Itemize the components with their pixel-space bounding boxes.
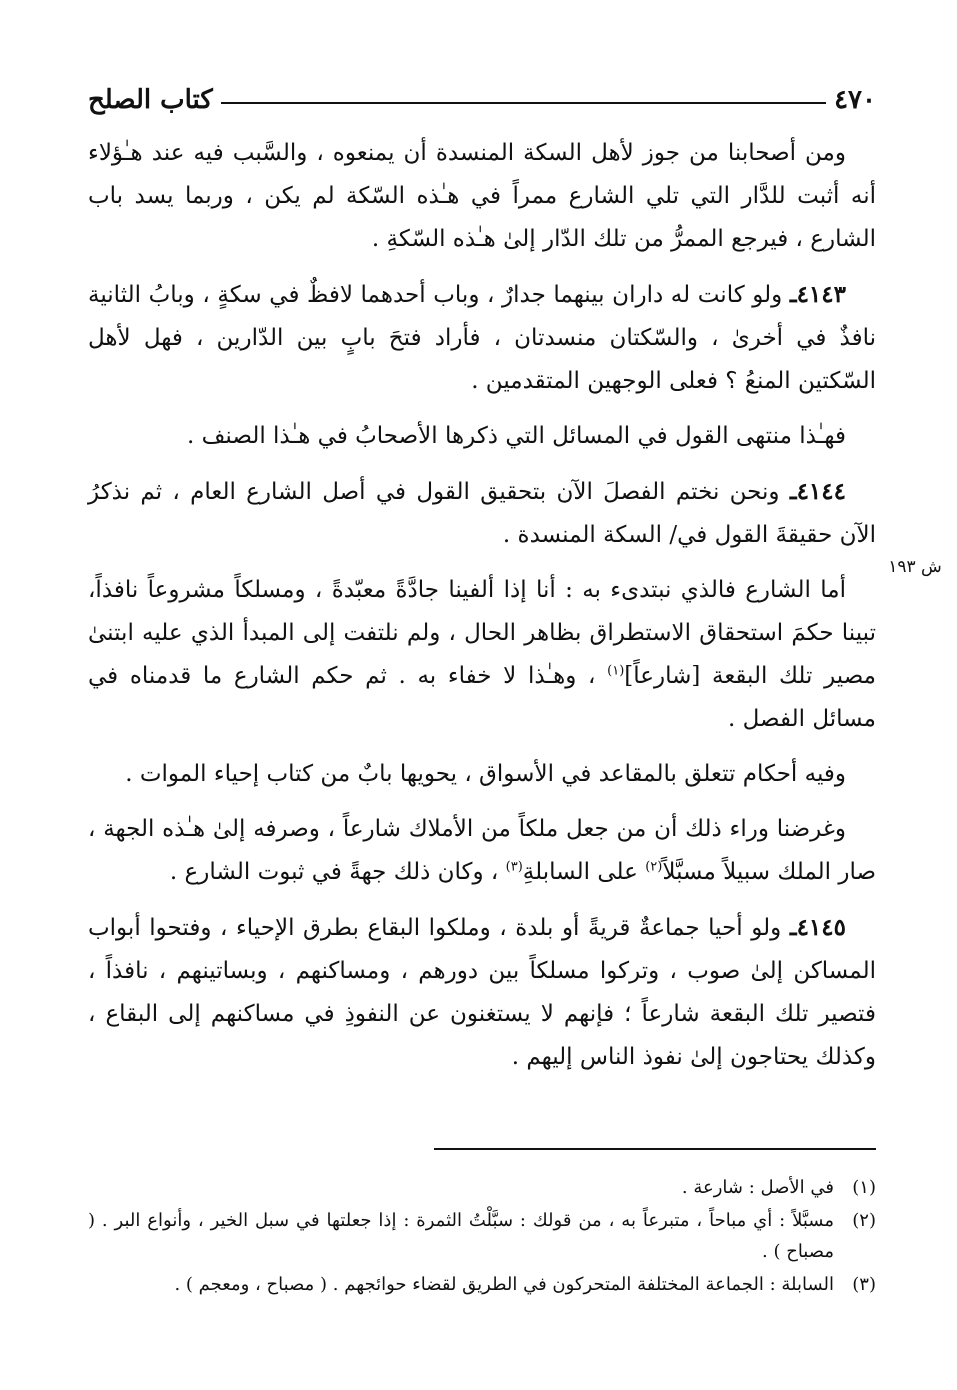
footnote-item [88,1269,876,1300]
paragraph-text: ولو كانت له داران بينهما جدارٌ ، وباب أحدهما لافظٌ في سكةٍ ، وبابُ الثانية نافذٌ في أخرىٰ ، والسّكتان منسدتان ، فأراد فتحَ بابٍ بين الدّارين ، فهل لأهل السّكتين المنعُ ؟ فعلى الوجهين المتقدمين . [88,282,876,394]
paragraph-number: ٤١٤٤ـ [789,478,846,505]
paragraph-text: فهـٰذا منتهى القول في المسائل التي ذكرها الأصحابُ في هـٰذا الصنف . [187,423,846,449]
paragraph-4144 [88,470,876,557]
footnote-mark: (١) [852,1177,876,1198]
paragraph-text: ونحن نختم الفصلَ الآن بتحقيق القول في أصل الشارع العام ، ثم نذكرُ الآن حقيقةَ القول في/ السكة المنسدة . [88,479,876,548]
paragraph-4145 [88,906,876,1079]
paragraph-text: أما الشارع فالذي نبتدىء به : أنا إذا ألفينا جادَّةً معبّدةً ، ومسلكاً مشروعاً نافذاً، تبينا حكمَ استحقاق الاستطراق بظاهر الحال ، ولم نلتفت إلى المبدأ الذي عليه ابتنىٰ مصير تلك البقعة [شارعاً] [88,577,876,689]
paragraph [88,808,876,894]
paragraph-number: ٤١٤٥ـ [789,914,846,941]
footnote-mark: (٣) [852,1274,876,1295]
paragraph-text: على السابلةِ [522,859,646,885]
paragraph-text: وغرضنا وراء ذلك أن من جعل ملكاً من الأملاك شارعاً ، وصرفه إلىٰ هـٰذه الجهة ، صار الملك سبيلاً مسبَّلاً [88,816,876,885]
paragraph-text: ولو أحيا جماعةٌ قريةً أو بلدة ، وملكوا البقاع بطرق الإحياء ، وفتحوا أبواب المساكن إلىٰ صوب ، وتركوا مسلكاً بين دورهم ، ومساكنهم ، وبساتينهم ، نافذاً ، فتصير تلك البقعة شارعاً ؛ فإنهم لا يستغنون عن النفوذِ في مساكنهم إلى البقاع ، وكذلك يحتاجون إلىٰ نفوذ الناس إليهم . [88,915,876,1070]
footnote-divider [434,1148,876,1150]
paragraph [88,753,876,796]
paragraph-4143 [88,273,876,403]
footnote-text: مسبَّلاً : أي مباحاً ، متبرعاً به ، من قولك : سبَّلْتُ الثمرة : إذا جعلتها في سبل الخير ، وأنواع البر . ( مصباح ) . [88,1210,834,1262]
paragraph [88,415,876,458]
paragraph-text: ، وهـٰذا لا خفاء به . ثم حكم الشارع ما قدمناه في مسائل الفصل . [88,663,876,732]
header-divider [221,102,826,104]
page-header [88,82,876,118]
footnote-item [88,1205,876,1267]
paragraph [88,569,876,741]
paragraph-text: وفيه أحكام تتعلق بالمقاعد في الأسواق ، يحويها بابٌ من كتاب إحياء الموات . [125,761,846,787]
footnote-ref-3[interactable]: (٣) [505,859,523,875]
paragraph-text: ومن أصحابنا من جوز لأهل السكة المنسدة أن يمنعوه ، والسَّبب فيه عند هـٰؤلاء أنه أثبت للدَّار التي تلي الشارع ممراً في هـٰذه السّكة لم يكن ، وربما يسد باب الشارع ، فيرجع الممرُّ من تلك الدّار إلىٰ هـٰذه السّكةِ . [88,140,876,252]
paragraph-text: ، وكان ذلك جهةً في ثبوت الشارع . [169,859,506,885]
footnotes [88,1172,876,1302]
paragraph [88,132,876,261]
page-number: ٤٧٠ [834,85,876,115]
footnote-text: السابلة : الجماعة المختلفة المتحركون في الطريق لقضاء حوائجهم . ( مصباح ، ومعجم ) . [174,1274,834,1295]
footnote-text: في الأصل : شارعة . [681,1177,834,1198]
running-title: كتاب الصلح [88,85,213,115]
paragraph-number: ٤١٤٣ـ [789,281,846,308]
footnote-item [88,1172,876,1203]
manuscript-folio-note: ش ١٩٣ [888,557,942,577]
footnote-mark: (٢) [852,1210,876,1231]
main-text [88,132,876,1079]
footnote-ref-2[interactable]: (٢) [645,859,663,875]
footnote-ref-1[interactable]: (١) [607,663,625,679]
